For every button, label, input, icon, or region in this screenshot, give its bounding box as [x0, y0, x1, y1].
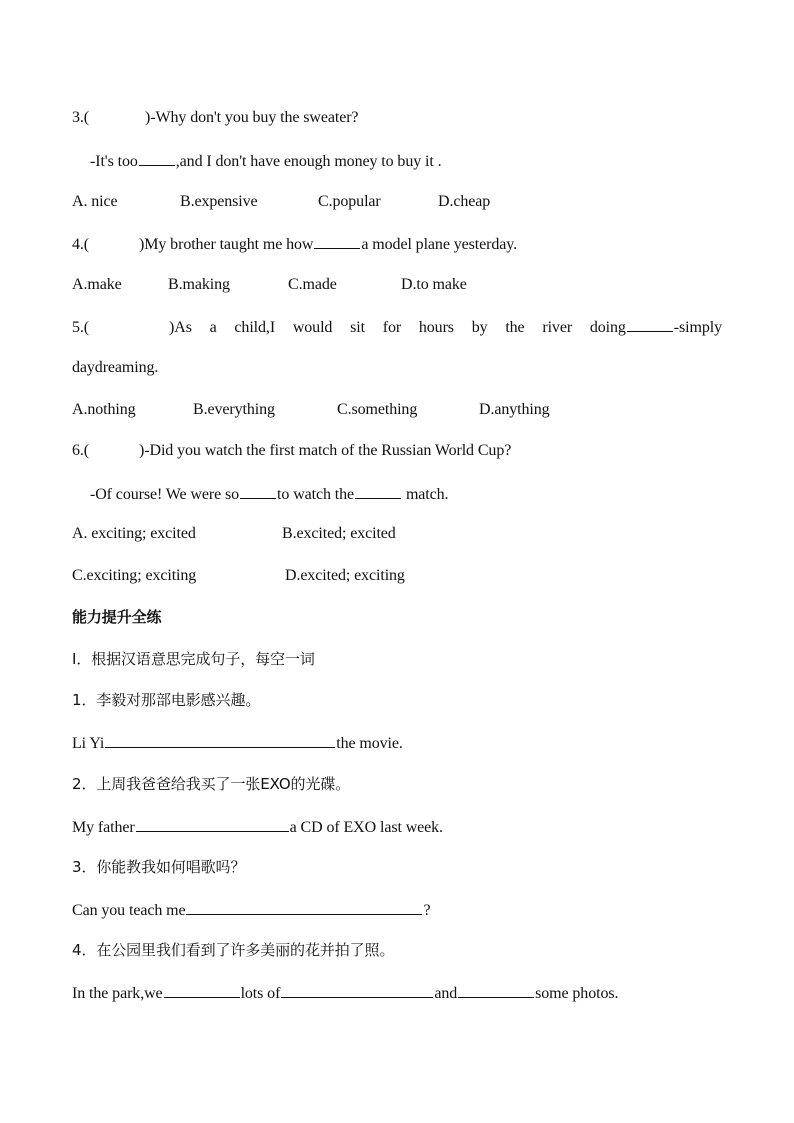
- question-4-options: [72, 275, 467, 295]
- t1-end: the movie.: [336, 735, 403, 752]
- q3-option-c[interactable]: C.popular: [318, 193, 381, 210]
- q3-reply-start: -It's too: [90, 153, 138, 170]
- q5-word: sit: [350, 319, 365, 336]
- q5-option-d[interactable]: D.anything: [479, 401, 550, 418]
- q6-blank-2[interactable]: [355, 483, 401, 499]
- t1-start: Li Yi: [72, 735, 105, 752]
- translation-1-chinese: 1．李毅对那部电影感兴趣。: [72, 691, 261, 709]
- q3-option-a[interactable]: A. nice: [72, 193, 118, 210]
- question-3-stem: [72, 108, 358, 128]
- q5-word: a: [209, 319, 217, 336]
- q5-word: would: [292, 319, 333, 336]
- question-6-stem: [72, 441, 511, 461]
- question-6-reply: [90, 483, 448, 505]
- t1-blank[interactable]: [105, 732, 335, 748]
- translation-3-answer: [72, 899, 431, 921]
- q5-option-c[interactable]: C.something: [337, 401, 418, 418]
- t2-blank[interactable]: [136, 816, 289, 832]
- q4-option-b[interactable]: B.making: [168, 276, 230, 293]
- question-3-reply: [90, 150, 442, 172]
- question-3-options: [72, 192, 490, 212]
- q6-option-b[interactable]: B.excited; excited: [282, 525, 396, 542]
- t3-blank[interactable]: [186, 899, 422, 915]
- t4-mid-2: and: [434, 985, 458, 1002]
- t2-start: My father: [72, 819, 135, 836]
- q5-word: by: [471, 319, 488, 336]
- q6-text: )-Did you watch the first match of the Russian World Cup?: [139, 442, 512, 459]
- t2-end: a CD of EXO last week.: [289, 819, 443, 836]
- t4-mid-1: lots of: [240, 985, 281, 1002]
- q3-option-d[interactable]: D.cheap: [438, 193, 491, 210]
- t3-start: Can you teach me: [72, 902, 186, 919]
- q3-number: 3.(: [72, 109, 90, 126]
- question-5-options: [72, 400, 550, 420]
- q4-option-c[interactable]: C.made: [288, 276, 337, 293]
- translation-4-answer: [72, 982, 618, 1004]
- translation-3-chinese: 3．你能教我如何唱歌吗？: [72, 858, 246, 876]
- q5-word: for: [382, 319, 402, 336]
- translation-1-answer: [72, 732, 403, 754]
- q5-word: hours: [418, 319, 454, 336]
- q5-option-b[interactable]: B.everything: [193, 401, 275, 418]
- q6-option-d[interactable]: D.excited; exciting: [285, 567, 405, 584]
- t4-start: In the park,we: [72, 985, 163, 1002]
- q5-blank[interactable]: [627, 316, 673, 332]
- question-6-options-row1: [72, 524, 396, 544]
- q3-blank[interactable]: [139, 150, 175, 166]
- translation-2-answer: [72, 816, 443, 838]
- q3-option-b[interactable]: B.expensive: [180, 193, 258, 210]
- q4-text-end: a model plane yesterday.: [361, 236, 517, 253]
- translation-2-chinese: 2．上周我爸爸给我买了一张EXO的光碟。: [72, 775, 351, 793]
- part-1-instruction: I．根据汉语意思完成句子，每空一词: [72, 650, 315, 668]
- q3-reply-end: ,and I don't have enough money to buy it .: [175, 153, 442, 170]
- q6-option-c[interactable]: C.exciting; exciting: [72, 567, 197, 584]
- t3-end: ?: [423, 902, 431, 919]
- q5-tail: doing -simply: [590, 316, 722, 338]
- q5-word: river: [542, 319, 573, 336]
- question-4-stem: [72, 233, 517, 255]
- t4-end: some photos.: [535, 985, 619, 1002]
- question-5-line2: daydreaming.: [72, 359, 159, 376]
- q4-option-d[interactable]: D.to make: [401, 276, 467, 293]
- q5-number: 5.( )As: [72, 319, 192, 336]
- q3-text: )-Why don't you buy the sweater?: [145, 109, 359, 126]
- q5-word: child,I: [234, 319, 276, 336]
- question-6-options-row2: [72, 566, 405, 586]
- q6-option-a[interactable]: A. exciting; excited: [72, 525, 196, 542]
- t4-blank-1[interactable]: [164, 982, 240, 998]
- q5-option-a[interactable]: A.nothing: [72, 401, 136, 418]
- q4-text-start: )My brother taught me how: [139, 236, 314, 253]
- q6-reply-end: match.: [402, 486, 449, 503]
- q6-blank-1[interactable]: [240, 483, 276, 499]
- q6-reply-start: -Of course! We were so: [90, 486, 240, 503]
- q5-word: the: [505, 319, 525, 336]
- t4-blank-3[interactable]: [458, 982, 534, 998]
- q4-number: 4.(: [72, 236, 90, 253]
- q5-word: )As: [169, 319, 192, 336]
- section-title: 能力提升全练: [72, 608, 162, 626]
- q6-number: 6.(: [72, 442, 90, 459]
- question-5-stem: [72, 316, 722, 338]
- q4-blank[interactable]: [314, 233, 360, 249]
- t4-blank-2[interactable]: [281, 982, 433, 998]
- q4-option-a[interactable]: A.make: [72, 276, 122, 293]
- q6-reply-mid: to watch the: [277, 486, 355, 503]
- translation-4-chinese: 4．在公园里我们看到了许多美丽的花并拍了照。: [72, 941, 395, 959]
